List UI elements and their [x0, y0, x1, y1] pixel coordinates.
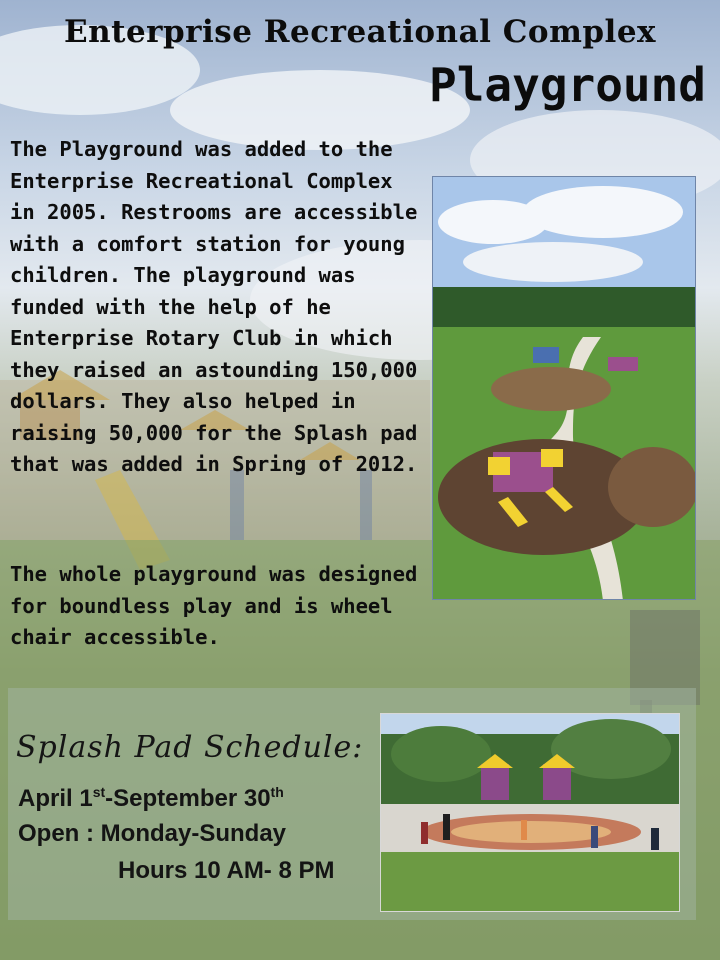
- splash-pad-photo: [380, 713, 680, 912]
- intro-paragraph: The Playground was added to the Enterprise Recreational Complex in 2005. Restrooms are accessible with a comfort station for young children. The playground was funded with the help of he Enterprise Rotary Club in which they raised an astounding 150,000 dollars. They also helped in raising 50,000 for the Splash pad that was added in Spring of 2012.: [10, 137, 418, 476]
- date-end-suffix: th: [270, 784, 284, 800]
- schedule-title: Splash Pad Schedule:: [16, 730, 364, 765]
- accessibility-paragraph: The whole playground was designed for boundless play and is wheel chair accessible.: [10, 562, 418, 649]
- complex-name-heading: Enterprise Recreational Complex: [63, 14, 657, 50]
- date-start-suffix: st: [92, 784, 106, 800]
- date-separator: -September 30: [105, 785, 271, 812]
- date-start: April 1: [18, 785, 93, 812]
- schedule-dates: [18, 784, 284, 813]
- schedule-open-days: Open : Monday-Sunday: [18, 820, 287, 847]
- playground-aerial-photo: [432, 176, 696, 600]
- page-title: Playground: [429, 58, 706, 112]
- schedule-hours: Hours 10 AM- 8 PM: [118, 857, 335, 884]
